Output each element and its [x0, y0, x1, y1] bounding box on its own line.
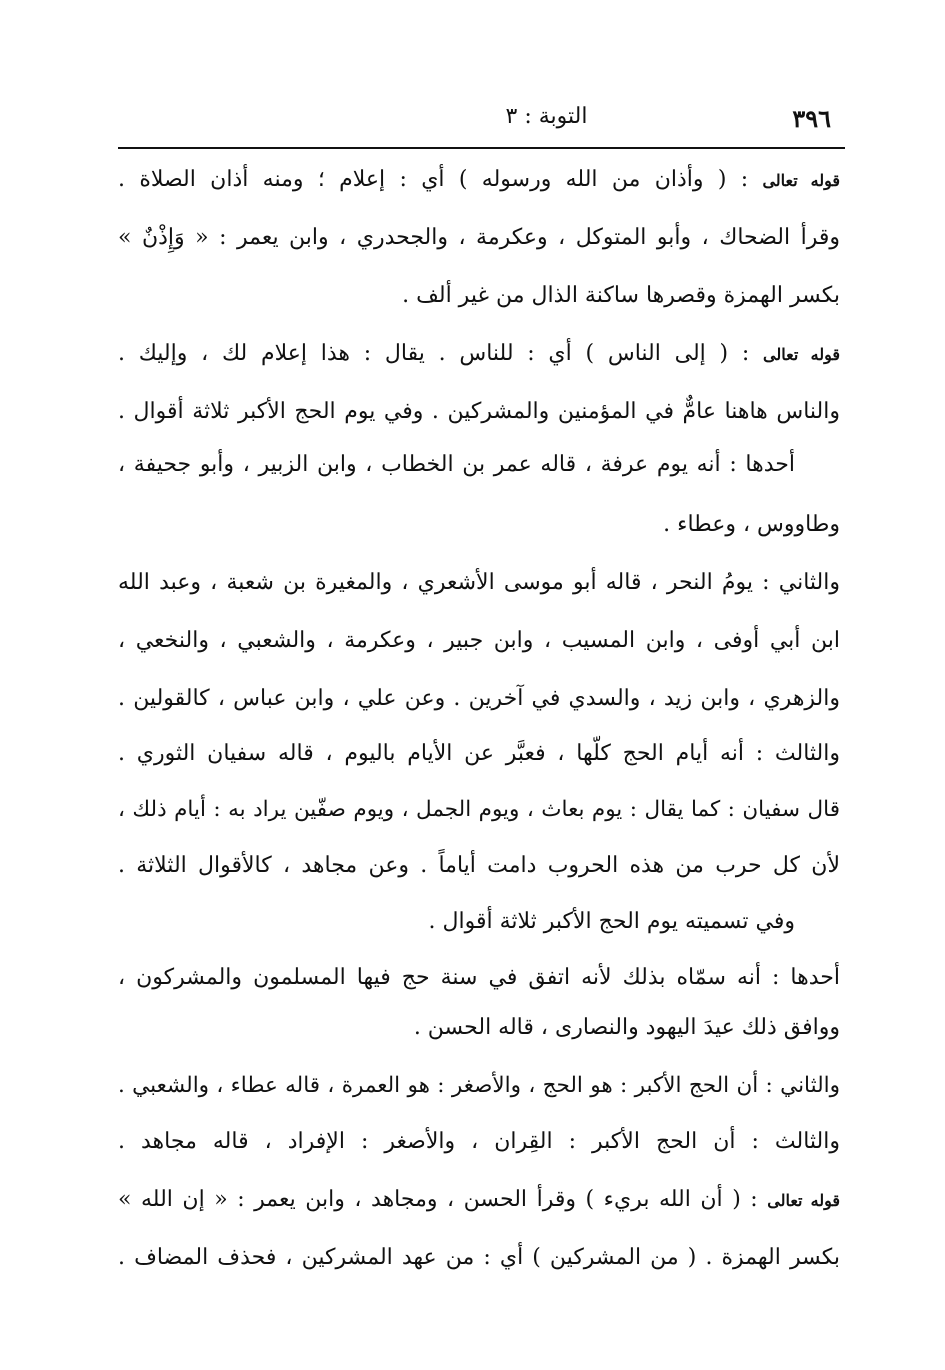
line-text: بكسر الهمزة وقصرها ساكنة الذال من غير ألف .: [402, 283, 840, 308]
text-line: [118, 1066, 840, 1106]
text-line: [118, 1122, 840, 1162]
running-head: التوبة : ٣: [505, 104, 588, 129]
page-number: ٣٩٦: [792, 104, 831, 133]
text-line: [118, 505, 840, 545]
text-line: [118, 392, 840, 432]
line-text: : ( وأذان من الله ورسوله ) أي : إعلام ؛ ومنه أذان الصلاة .: [118, 167, 763, 192]
text-line: [118, 958, 840, 998]
text-line: [118, 1180, 840, 1220]
text-line: [118, 334, 840, 374]
text-line: [118, 445, 795, 485]
line-text: لأن كل حرب من هذه الحروب دامت أياماً . وعن مجاهد ، كالأقوال الثلاثة .: [118, 853, 840, 878]
verse-lead: قوله تعالى: [767, 1191, 840, 1210]
text-line: [118, 1008, 840, 1048]
header-rule: [118, 147, 845, 149]
verse-lead: قوله تعالى: [763, 345, 840, 364]
line-text: والزهري ، وابن زيد ، والسدي في آخرين . وعن علي ، وابن عباس ، كالقولين .: [118, 686, 840, 711]
line-text: ابن أبي أوفى ، وابن المسيب ، وابن جبير ، وعكرمة ، والشعبي ، والنخعي ،: [118, 628, 840, 653]
text-line: [118, 218, 840, 258]
line-text: قال سفيان : كما يقال : يوم بعاث ، ويوم الجمل ، ويوم صفّين يراد به : أيام ذلك ،: [118, 797, 840, 822]
verse-lead: قوله تعالى: [762, 171, 840, 190]
text-line: [118, 902, 795, 942]
line-text: وطاووس ، وعطاء .: [663, 512, 840, 537]
line-text: وقرأ الضحاك ، وأبو المتوكل ، وعكرمة ، والجحدري ، وابن يعمر : « وَإِذْنٌ »: [118, 225, 840, 250]
text-line: [118, 734, 840, 774]
text-line: [118, 563, 840, 603]
page-header: [118, 104, 845, 140]
line-text: وفي تسميته يوم الحج الأكبر ثلاثة أقوال .: [428, 909, 795, 934]
line-text: : ( أن الله بريء ) وقرأ الحسن ، ومجاهد ، وابن يعمر : « إن الله »: [118, 1187, 768, 1212]
line-text: ووافق ذلك عيدَ اليهود والنصارى ، قاله الحسن .: [413, 1015, 840, 1040]
line-text: والثاني : يومُ النحر ، قاله أبو موسى الأشعري ، والمغيرة بن شعبة ، وعبد الله: [118, 570, 840, 595]
line-text: والثالث : أنه أيام الحج كلّها ، فعبَّر عن الأيام باليوم ، قاله سفيان الثوري .: [118, 741, 840, 766]
line-text: أحدها : أنه سمّاه بذلك لأنه اتفق في سنة حج فيها المسلمون والمشركون ،: [118, 965, 840, 990]
text-line: [118, 679, 840, 719]
text-line: [118, 621, 840, 661]
line-text: أحدها : أنه يوم عرفة ، قاله عمر بن الخطاب ، وابن الزبير ، وأبو جحيفة ،: [118, 452, 795, 477]
text-line: [118, 160, 840, 200]
text-line: [118, 1238, 840, 1278]
line-text: بكسر الهمزة . ( من المشركين ) أي : من عهد المشركين ، فحذف المضاف .: [118, 1245, 840, 1270]
text-line: [118, 846, 840, 886]
line-text: والثالث : أن الحج الأكبر : القِران ، والأصغر : الإفراد ، قاله مجاهد .: [118, 1129, 840, 1154]
line-text: والناس هاهنا عامٌّ في المؤمنين والمشركين . وفي يوم الحج الأكبر ثلاثة أقوال .: [118, 399, 840, 424]
line-text: والثاني : أن الحج الأكبر : هو الحج ، والأصغر : هو العمرة ، قاله عطاء ، والشعبي .: [118, 1073, 840, 1098]
text-line: [118, 790, 840, 830]
line-text: : ( إلى الناس ) أي : للناس . يقال : هذا إعلام لك ، وإليك .: [118, 341, 764, 366]
text-line: [118, 276, 840, 316]
